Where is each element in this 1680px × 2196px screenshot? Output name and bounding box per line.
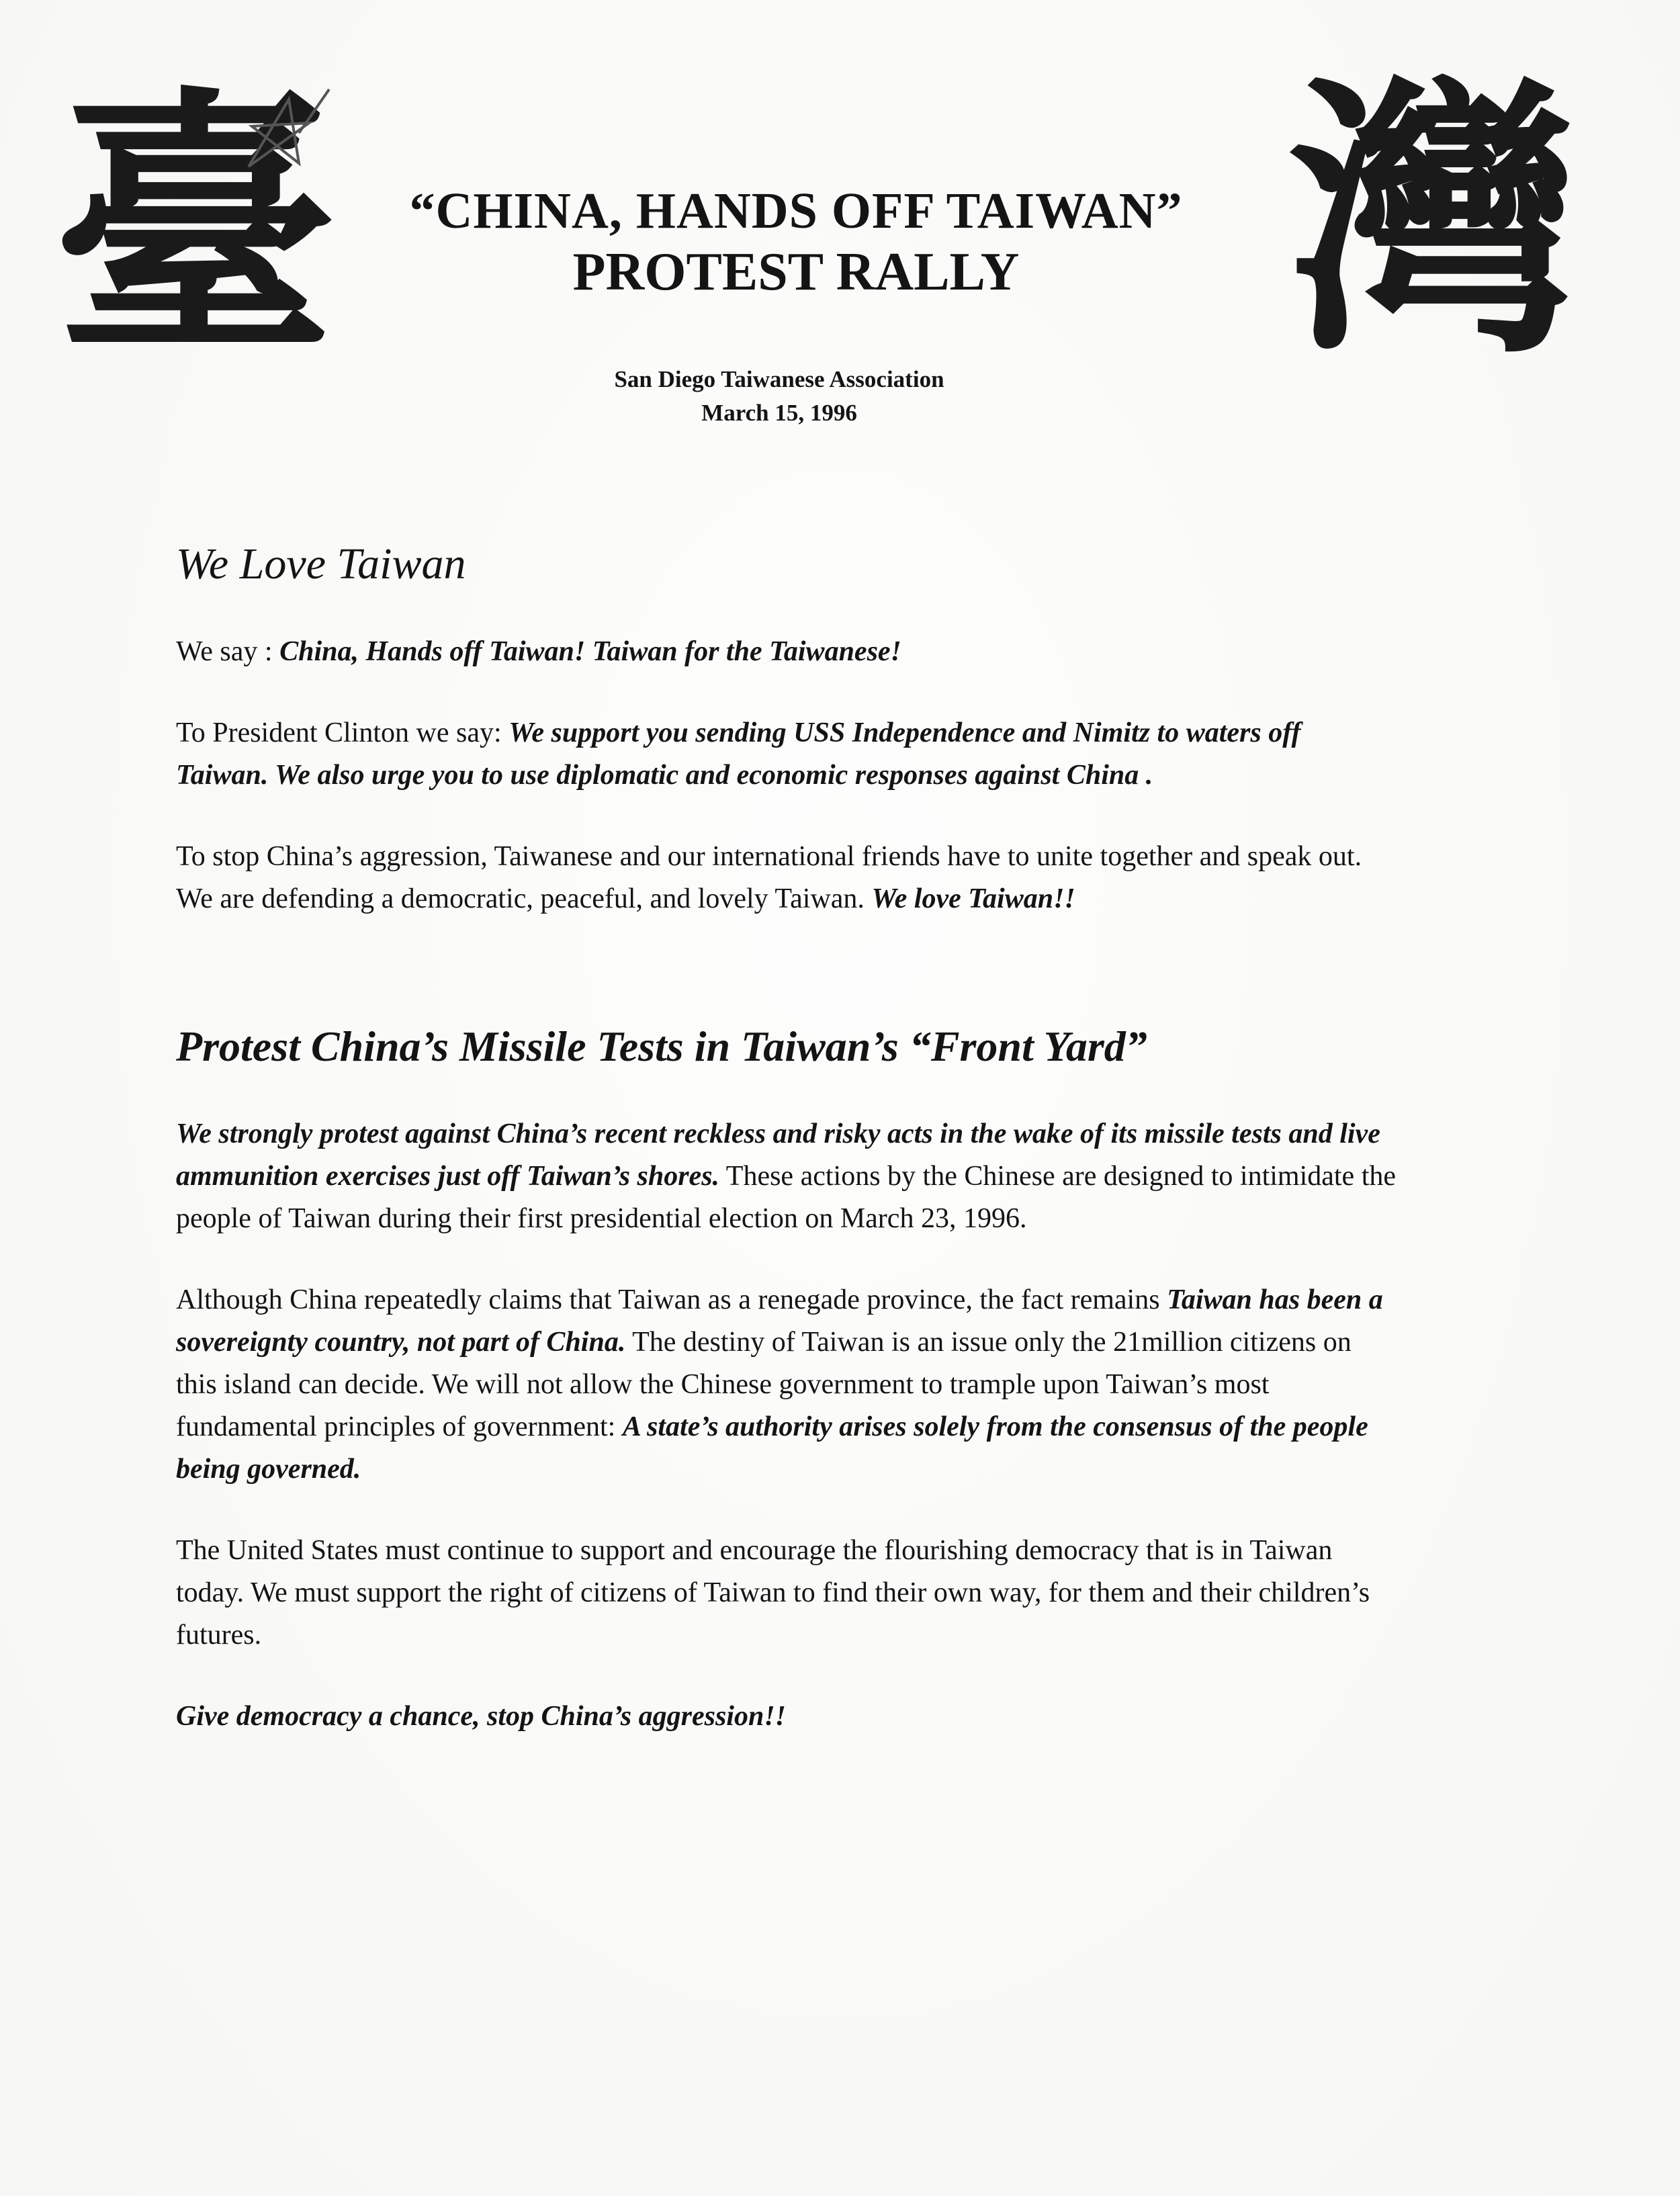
paragraph-emphasis: China, Hands off Taiwan! Taiwan for the Taiwanese!: [279, 636, 901, 668]
paragraph: [176, 836, 1399, 920]
paragraph: [176, 712, 1399, 797]
paragraph-emphasis: Taiwan has been a sovereignty country, not part of China.: [176, 1284, 1383, 1358]
paragraph-emphasis: We strongly protest against China’s recent reckless and risky acts in the wake of its missile tests and live ammunition exercises just off Taiwan’s shores.: [176, 1118, 1380, 1192]
handwritten-star-mark-icon: [235, 86, 336, 193]
paragraph-emphasis: We love Taiwan!!: [871, 883, 1075, 915]
section-heading-missile-tests: Protest China’s Missile Tests in Taiwan’s “Front Yard”: [176, 1022, 1147, 1071]
paragraph-text: Although China repeatedly claims that Taiwan as a renegade province, the fact remains: [176, 1284, 1167, 1315]
paragraph-text: The United States must continue to support and encourage the flourishing democracy that is in Taiwan today. We must support the right of citizens of Taiwan to find their own way, for them and their children’s futures.: [176, 1534, 1370, 1651]
paragraph-text: The destiny of Taiwan is an issue only the 21million citizens on this island can decide. We will not allow the Chinese government to trample upon Taiwan’s most fundamental principles of government:: [176, 1326, 1352, 1442]
paragraph-emphasis: A state’s authority arises solely from the consensus of the people being governed.: [176, 1411, 1368, 1485]
organization-block: [242, 363, 1317, 429]
document-header: [242, 180, 1350, 302]
chinese-character-wan: 灣: [1290, 52, 1579, 391]
paragraph-emphasis: Give democracy a chance, stop China’s aggression!!: [176, 1700, 787, 1732]
paragraph-text: To stop China’s aggression, Taiwanese and our international friends have to unite together and speak out. We are defending a democratic, peaceful, and lovely Taiwan.: [176, 841, 1362, 915]
paragraph-emphasis: We support you sending USS Independence and Nimitz to waters off Taiwan. We also urge you to use diplomatic and economic responses against China .: [176, 717, 1301, 791]
title-line-1: “CHINA, HANDS OFF TAIWAN”: [409, 183, 1183, 239]
paragraph: [176, 1530, 1399, 1657]
section-heading-we-love-taiwan: We Love Taiwan: [176, 539, 466, 588]
chinese-character-tai: 臺: [54, 62, 336, 394]
document-body: [176, 537, 1399, 1777]
organization-name: San Diego Taiwanese Association: [614, 366, 944, 392]
title-line-2: PROTEST RALLY: [572, 242, 1020, 302]
paragraph: [176, 1113, 1399, 1240]
paragraph-text: We say :: [176, 636, 280, 668]
document-date: March 15, 1996: [701, 399, 857, 426]
paragraph-text: To President Clinton we say:: [176, 717, 509, 749]
paragraph-text: These actions by the Chinese are designed to intimidate the people of Taiwan during their first presidential election on March 23, 1996.: [176, 1160, 1397, 1234]
paragraph: [176, 631, 1399, 673]
paragraph: [176, 1696, 1399, 1738]
paragraph: [176, 1279, 1399, 1491]
